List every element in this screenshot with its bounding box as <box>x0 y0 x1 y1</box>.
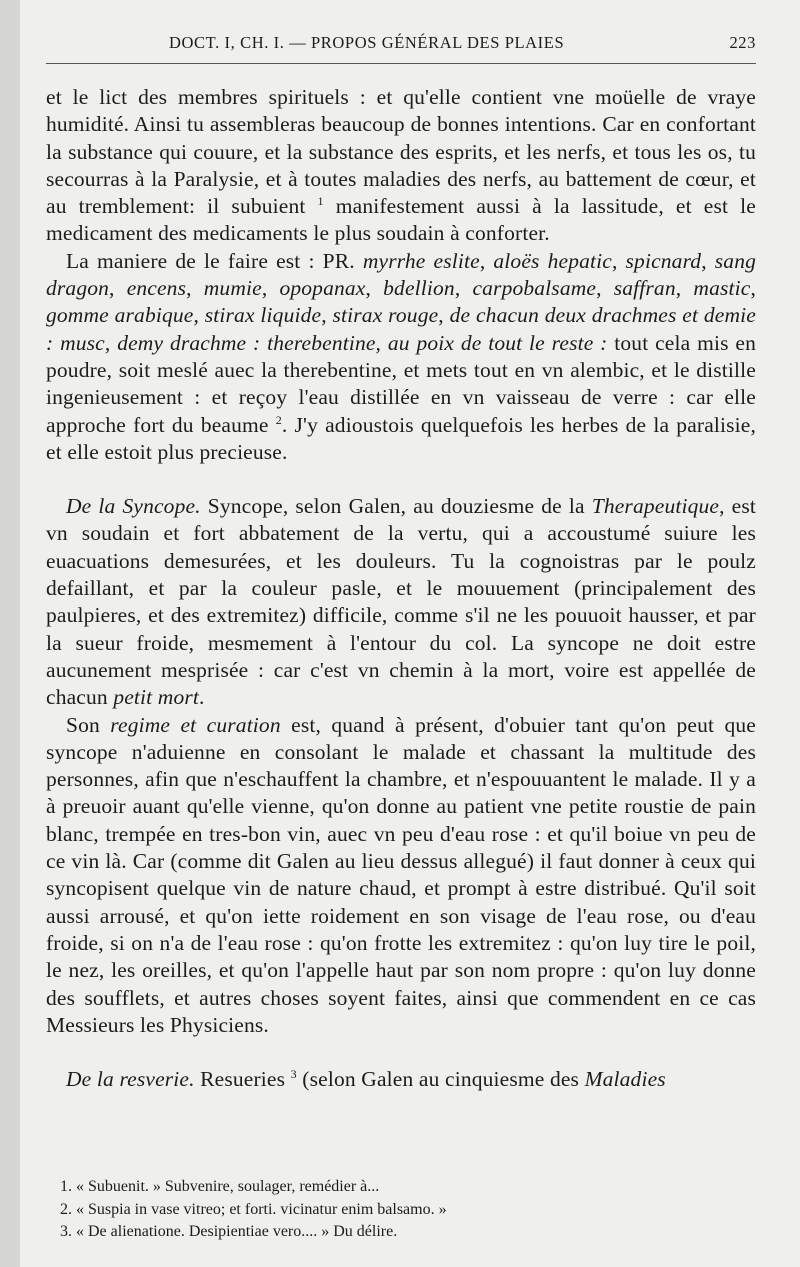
paragraph <box>46 712 756 1040</box>
footnote-marker: 3 <box>290 1066 297 1081</box>
text-run: , <box>438 303 450 328</box>
text-run: , <box>611 248 626 273</box>
italic-text: gomme arabique <box>46 303 194 328</box>
footnote: 1. « Subuenit. » Subvenire, soulager, remédier à... <box>60 1178 380 1195</box>
italic-text: carpobalsame <box>472 276 597 301</box>
text-run: Syncope, selon Galen, au douziesme de la <box>200 494 592 519</box>
text-run: , <box>186 276 204 301</box>
running-title: DOCT. I, CH. I. — PROPOS GÉNÉRAL DES PLAIES <box>169 33 565 52</box>
italic-text: Therapeutique <box>591 494 720 519</box>
italic-text: sang dragon <box>46 248 756 301</box>
text-run: et le lict des membres spirituels : et qu'elle contient vne moüelle de vraye humidité. Ainsi tu assembleras beaucoup de bonnes intentions. Car en confortant la substance qui couure, et la substance des esprits, et les nerfs, et tous les os, tu secourras à la Paralysie, et à toutes maladies des nerfs, au battement de cœur, et au tremblement: il subuient <box>46 85 756 219</box>
text-run: , <box>261 276 280 301</box>
italic-text: mumie <box>203 276 262 301</box>
text-run: . <box>199 685 205 710</box>
book-page <box>20 0 800 1267</box>
text-run: , <box>750 276 756 301</box>
text-run: , <box>193 303 205 328</box>
text-run: Resueries <box>194 1067 291 1092</box>
italic-text: opopanax <box>279 276 366 301</box>
header-rule <box>46 63 756 64</box>
italic-text: stirax rouge <box>332 303 439 328</box>
text-run: manifestement aussi à la lassitude, et est le medicament des medicaments le plus soudain à conforter. <box>46 194 756 246</box>
italic-text: encens <box>126 276 187 301</box>
text-run: , <box>454 276 473 301</box>
text-run: (selon Galen au cinquiesme des <box>296 1067 585 1092</box>
italic-text: de chacun deux drachmes et demie : musc <box>46 303 756 355</box>
text-run: , <box>596 276 614 301</box>
paragraph <box>46 84 756 248</box>
body-text <box>46 84 756 1093</box>
italic-text: mastic <box>693 276 751 301</box>
text-run: . J'y adioustois quelquefois les herbes de la paralisie, et elle estoit plus precieuse. <box>46 412 756 464</box>
italic-text: regime et curation <box>110 712 281 737</box>
paragraph <box>46 1066 756 1093</box>
text-run: , <box>701 248 715 273</box>
text-run: Son <box>66 712 111 737</box>
page-number: 223 <box>729 33 756 52</box>
footnote: 2. « Suspia in vase vitreo; et forti. vicinatur enim balsamo. » <box>60 1200 447 1218</box>
italic-text: bdellion <box>383 276 455 301</box>
text-run: , <box>365 276 384 301</box>
text-run: est, quand à présent, d'obuier tant qu'on peut que syncope n'aduienne en consolant le malade et chassant la multitude des personnes, afin que n'eschauffent la chambre, et n'espouuantent le malade. Il y a à preuoir auant qu'elle vienne, qu'on donne au patient vne petite roustie de pain blanc, trempée en tres-bon vin, auec vn peu d'eau rose : et qu'il boiue vn peu de ce vin là. Car (comme dit Galen au lieu dessus allegué) il faut donner à ceux qui syncopisent quelque vin de nature chaud, et prompt à estre distribué. Qu'il soit aussi arrousé, et qu'on iette roidement en son visage de l'eau rose, ou d'eau froide, si on n'a de l'eau rose : qu'on frotte les extremitez : qu'on luy tire le poil, le nez, les oreilles, et qu'on l'appelle haut par son nom propre : qu'on luy donne des soufflets, et autres choses soyent faites, ainsi que commendent en ce cas Messieurs les Physiciens. <box>46 712 756 1037</box>
italic-text: Maladies <box>584 1067 666 1092</box>
italic-text: stirax liquide <box>204 303 322 328</box>
footnote-marker: 1 <box>317 194 324 209</box>
text-run: , <box>479 248 494 273</box>
italic-text: spicnard <box>625 248 702 273</box>
running-header <box>46 33 756 57</box>
text-run: , est vn soudain et fort abbatement de la vertu, qui a accoustumé suiure les euacuations demesurées, et les douleurs. Tu la cognoistras par le poulz defaillant, et par la couleur pasle, et le mouuement (principalement des paulpieres, et des extremitez) difficile, comme s'il ne les pouuoit hausser, et par la sueur froide, mesmement à l'entour du col. La syncope ne doit estre aucunement mesprisée : car c'est vn chemin à la mort, voire est appellée de chacun <box>46 494 756 710</box>
text-run: tout cela mis en poudre, soit meslé auec la therebentine, et mets tout en vn alembic, et le distille ingenieusement : et reçoy l'eau distillée en vn vaisseau de verre : car elle approche fort du beaume <box>46 330 756 437</box>
italic-text: aloës hepatic <box>493 248 612 273</box>
italic-text: De la resverie. <box>66 1067 195 1092</box>
text-run: , <box>104 330 118 355</box>
footnote-marker: 2 <box>275 412 282 427</box>
italic-text: myrrhe eslite <box>362 248 480 273</box>
footnote: 3. « De alienatione. Desipientiae vero.... » Du délire. <box>60 1223 398 1240</box>
footnotes <box>60 1176 760 1244</box>
italic-text: petit mort <box>113 685 200 710</box>
italic-text: De la Syncope. <box>66 494 201 519</box>
text-run: , <box>109 276 127 301</box>
text-run: , <box>675 276 694 301</box>
italic-text: demy drachme : therebentine, au poix de tout le reste : <box>117 330 608 355</box>
paragraph <box>46 248 756 466</box>
paragraph <box>46 493 756 711</box>
text-run: La maniere de le faire est : PR. <box>66 248 363 273</box>
italic-text: saffran <box>613 276 676 301</box>
text-run: , <box>321 303 333 328</box>
